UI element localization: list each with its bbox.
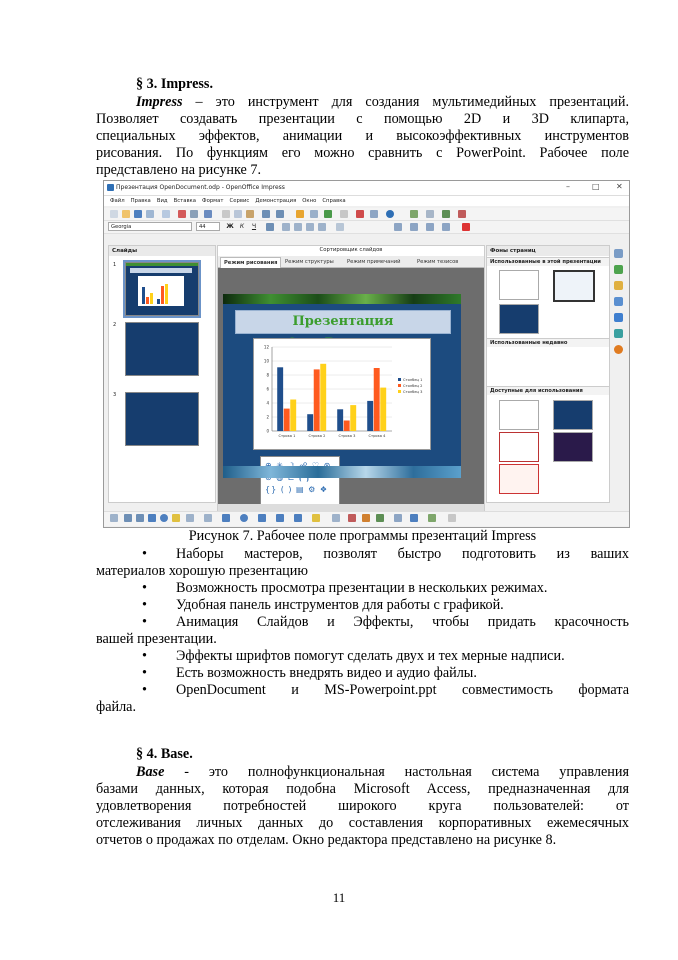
y-tick-label: 10 xyxy=(263,358,269,364)
rectangle-icon[interactable] xyxy=(148,514,156,522)
paste-icon[interactable] xyxy=(246,210,254,218)
open-folder-icon[interactable] xyxy=(122,210,130,218)
y-tick-label: 6 xyxy=(266,386,269,392)
bullet-item-5: • Эффекты шрифтов помогут сделать двух и тех мерные надписи. xyxy=(142,648,565,664)
chart-bar xyxy=(277,367,283,431)
chart-bar xyxy=(380,388,386,431)
slide-canvas[interactable] xyxy=(218,268,484,504)
bullets-icon[interactable] xyxy=(336,223,344,231)
master-thumb-1[interactable] xyxy=(499,270,539,300)
bold-button[interactable]: Ж xyxy=(226,223,234,230)
arrow-line-icon[interactable] xyxy=(136,514,144,522)
slide-sorter-label[interactable]: Сортировщик слайдов xyxy=(319,247,383,253)
slide-title[interactable]: Презентация xyxy=(235,310,451,334)
presentation-icon[interactable] xyxy=(458,210,466,218)
menu-edit[interactable]: Правка xyxy=(130,198,151,204)
align-right-icon[interactable] xyxy=(306,223,314,231)
legend-swatch xyxy=(398,390,401,393)
slides-panel-title: Слайды xyxy=(109,246,215,256)
chart-icon[interactable] xyxy=(296,210,304,218)
menu-bar xyxy=(104,196,629,206)
stars-icon[interactable] xyxy=(312,514,320,522)
bullet-symbol: • xyxy=(142,580,147,596)
character-icon[interactable] xyxy=(410,223,418,231)
master-thumb-6[interactable] xyxy=(499,432,539,462)
arrange-icon[interactable] xyxy=(428,514,436,522)
chart-svg xyxy=(254,339,430,449)
window-title: Презентация OpenDocument.odp - OpenOffice Impress xyxy=(116,184,285,191)
properties-icon[interactable] xyxy=(614,249,623,258)
fontwork-icon[interactable] xyxy=(348,514,356,522)
menu-view[interactable]: Вид xyxy=(156,198,168,204)
figure-7-caption: Рисунок 7. Рабочее поле программы презентаций Impress xyxy=(188,528,537,544)
y-tick-label: 4 xyxy=(266,400,269,406)
gallery-toolbar-icon[interactable] xyxy=(376,514,384,522)
redo-icon[interactable] xyxy=(276,210,284,218)
base-term: Base xyxy=(136,764,165,780)
bullet-item-1: • Наборы мастеров, позволят быстро подготовить из ваших материалов хорошую презентацию xyxy=(96,546,629,579)
view-tabs xyxy=(218,256,484,268)
section-4-heading: § 4. Base. xyxy=(136,746,193,762)
chart-bar xyxy=(374,368,380,431)
paragraph-icon[interactable] xyxy=(394,223,402,231)
font-name-box[interactable]: Georgia xyxy=(108,222,192,231)
tab-notes-view[interactable]: Режим примечаний xyxy=(347,259,401,265)
bullet-item-4: • Анимация Слайдов и Эффекты, чтобы придать красочность вашей презентации. xyxy=(96,614,629,647)
section-3-line-4: рисования. По функциям его можно сравнить с PowerPoint. Рабочее поле xyxy=(96,145,629,161)
section-4-line-3: удовлетворения потребностей широкого круга пользователей: от xyxy=(96,798,629,814)
section-3-line-5: представлено на рисунке 7. xyxy=(96,162,262,178)
shapes-popup[interactable] xyxy=(260,456,340,506)
slide-chart[interactable] xyxy=(253,338,431,450)
section-3-line-1: Impress – это инструмент для создания мультимедийных презентаций. xyxy=(136,94,629,110)
drawing-toolbar xyxy=(104,511,629,526)
legend-label: Столбец 3 xyxy=(403,390,423,394)
menu-tools[interactable]: Сервис xyxy=(229,198,250,204)
callouts-icon[interactable] xyxy=(294,514,302,522)
line-icon[interactable] xyxy=(124,514,132,522)
section-3-line-2: Позволяет создавать презентации с помощью 2D и 3D клипарта, xyxy=(96,111,629,127)
section-3-line-3: специальных эффектов, анимации и высокоэффективных инструментов xyxy=(96,128,629,144)
master-thumb-4[interactable] xyxy=(499,400,539,430)
help-icon[interactable] xyxy=(386,210,394,218)
from-file-icon[interactable] xyxy=(362,514,370,522)
shapes-row-3[interactable]: {} ( ) ▤ ⚙ ❖ xyxy=(265,485,329,494)
justify-icon[interactable] xyxy=(318,223,326,231)
chart-bar xyxy=(314,369,320,431)
spellcheck-icon[interactable] xyxy=(204,210,212,218)
page-number: 11 xyxy=(332,890,346,905)
basic-shapes-icon[interactable] xyxy=(222,514,230,522)
standard-toolbar xyxy=(104,208,629,221)
menu-slideshow[interactable]: Демонстрация xyxy=(255,198,297,204)
increase-font-icon[interactable] xyxy=(426,223,434,231)
x-tick-label: Строка 1 xyxy=(278,434,296,438)
styles-icon[interactable] xyxy=(614,297,623,306)
slide-layout-icon[interactable] xyxy=(410,210,418,218)
menu-file[interactable]: Файл xyxy=(110,198,125,204)
impress-term: Impress xyxy=(136,94,183,110)
zoom-icon[interactable] xyxy=(370,210,378,218)
current-slide[interactable] xyxy=(223,294,461,494)
italic-button[interactable]: К xyxy=(239,223,245,230)
select-arrow-icon[interactable] xyxy=(110,514,118,522)
impress-screenshot xyxy=(103,180,630,528)
tab-drawing-view[interactable]: Режим рисования xyxy=(220,257,281,268)
connector-icon[interactable] xyxy=(204,514,212,522)
slide-design-icon[interactable] xyxy=(426,210,434,218)
section-3-heading: § 3. Impress. xyxy=(136,76,213,92)
menu-help[interactable]: Справка xyxy=(322,198,346,204)
slide-number-3: 3 xyxy=(113,392,117,398)
extrusion-icon[interactable] xyxy=(394,514,402,522)
underline-button[interactable]: Ч xyxy=(251,223,257,230)
points-icon[interactable] xyxy=(332,514,340,522)
section-4-line-2: базами данных, которая подобна Microsoft Access, предназначенная для xyxy=(96,781,629,797)
bullet-symbol: • xyxy=(142,597,147,613)
menu-insert[interactable]: Вставка xyxy=(173,198,197,204)
table-icon[interactable] xyxy=(310,210,318,218)
master-thumb-2[interactable] xyxy=(553,270,595,302)
copy-icon[interactable] xyxy=(234,210,242,218)
animation-icon[interactable] xyxy=(614,313,623,322)
slide-thumb-3[interactable] xyxy=(125,392,199,446)
slide-thumb-2[interactable] xyxy=(125,322,199,376)
section-4-line-1: Base - это полнофункциональная настольная система управления xyxy=(136,764,629,780)
x-tick-label: Строка 4 xyxy=(368,434,386,438)
gallery-icon[interactable] xyxy=(614,265,623,274)
slide-number-2: 2 xyxy=(113,322,117,328)
grid-icon[interactable] xyxy=(340,210,348,218)
sidebar-deck xyxy=(611,245,627,365)
close-button[interactable]: ✕ xyxy=(616,182,623,191)
bullet-item-6: • Есть возможность внедрять видео и аудио файлы. xyxy=(142,665,477,681)
x-tick-label: Строка 2 xyxy=(308,434,326,438)
symbol-shapes-icon[interactable] xyxy=(240,514,248,522)
bullet-symbol: • xyxy=(142,546,147,562)
align-objects-icon[interactable] xyxy=(410,514,418,522)
transition-icon[interactable] xyxy=(614,329,623,338)
legend-swatch xyxy=(398,378,401,381)
bullet-symbol: • xyxy=(142,648,147,664)
chart-bar xyxy=(344,421,350,432)
y-tick-label: 2 xyxy=(266,414,269,420)
align-left-icon[interactable] xyxy=(282,223,290,231)
tab-outline-view[interactable]: Режим структуры xyxy=(285,259,334,265)
bullet-symbol: • xyxy=(142,614,147,630)
font-color-icon[interactable] xyxy=(462,223,470,231)
grass-decoration-top xyxy=(223,294,461,304)
y-tick-label: 12 xyxy=(263,344,269,350)
chart-bar xyxy=(307,414,313,431)
chart-bar xyxy=(290,400,296,432)
chart-bar xyxy=(337,409,343,431)
bullet-symbol: • xyxy=(142,682,147,698)
slides-panel xyxy=(108,245,216,503)
bullet-item-7: • OpenDocument и MS-Powerpoint.ppt совместимость формата файла. xyxy=(96,682,629,715)
section-4-line-4: отслеживания личных данных до составления корпоративных ежемесячных xyxy=(96,815,629,831)
navigator-side-icon[interactable] xyxy=(614,281,623,290)
pdf-icon[interactable] xyxy=(178,210,186,218)
available-masters-section[interactable]: Доступные для использования xyxy=(487,386,609,395)
y-tick-label: 8 xyxy=(266,372,269,378)
slideshow-icon[interactable] xyxy=(442,210,450,218)
stop-icon[interactable] xyxy=(356,210,364,218)
save-icon[interactable] xyxy=(134,210,142,218)
undo-icon[interactable] xyxy=(262,210,270,218)
legend-label: Столбец 2 xyxy=(403,384,423,388)
chart-bar xyxy=(320,364,326,431)
print-icon[interactable] xyxy=(190,210,198,218)
text-icon[interactable] xyxy=(172,514,180,522)
slide-number-1: 1 xyxy=(113,262,117,268)
master-pages-panel xyxy=(486,245,610,503)
master-thumb-5[interactable] xyxy=(553,400,593,430)
curve-icon[interactable] xyxy=(186,514,194,522)
recent-masters-section[interactable]: Использованные недавно xyxy=(487,338,609,347)
shadow-icon[interactable] xyxy=(266,223,274,231)
bullet-item-3: • Удобная панель инструментов для работы с графикой. xyxy=(142,597,504,613)
master-thumb-3[interactable] xyxy=(499,304,539,334)
maximize-button[interactable]: □ xyxy=(592,182,600,191)
slide-thumb-1[interactable] xyxy=(125,262,199,316)
impress-app-icon xyxy=(107,184,114,191)
x-tick-label: Строка 3 xyxy=(338,434,356,438)
chart-bar xyxy=(367,401,373,431)
shadow-toggle-icon[interactable] xyxy=(448,514,456,522)
flowchart-icon[interactable] xyxy=(276,514,284,522)
legend-label: Столбец 1 xyxy=(403,378,423,382)
chart-bar xyxy=(284,409,290,431)
new-doc-icon[interactable] xyxy=(110,210,118,218)
slide-workspace xyxy=(217,245,485,513)
legend-swatch xyxy=(398,384,401,387)
water-decoration-bottom xyxy=(223,466,461,478)
minimize-button[interactable]: – xyxy=(566,182,570,191)
menu-format[interactable]: Формат xyxy=(202,198,224,204)
master-thumb-7[interactable] xyxy=(553,432,593,462)
ellipse-icon[interactable] xyxy=(160,514,168,522)
master-slides-icon[interactable] xyxy=(614,345,623,354)
decrease-font-icon[interactable] xyxy=(442,223,450,231)
tab-handout-view[interactable]: Режим тезисов xyxy=(417,259,459,265)
navigator-icon[interactable] xyxy=(324,210,332,218)
master-thumb-8[interactable] xyxy=(499,464,539,494)
edit-icon[interactable] xyxy=(162,210,170,218)
chart-bar xyxy=(350,405,356,431)
align-center-icon[interactable] xyxy=(294,223,302,231)
y-tick-label: 0 xyxy=(266,428,269,434)
block-arrows-icon[interactable] xyxy=(258,514,266,522)
email-icon[interactable] xyxy=(146,210,154,218)
menu-window[interactable]: Окно xyxy=(302,198,317,204)
used-masters-section[interactable]: Использованные в этой презентации xyxy=(487,257,609,266)
bullet-item-2: • Возможность просмотра презентации в нескольких режимах. xyxy=(142,580,548,596)
master-pages-title: Фоны страниц xyxy=(487,246,609,256)
section-4-line-5: отчетов о продажах по отделам. Окно редактора представлено на рисунке 8. xyxy=(96,832,557,848)
font-size-box[interactable]: 44 xyxy=(196,222,220,231)
bullet-symbol: • xyxy=(142,665,147,681)
window-titlebar xyxy=(104,181,629,196)
formatting-toolbar xyxy=(104,221,629,234)
cut-icon[interactable] xyxy=(222,210,230,218)
